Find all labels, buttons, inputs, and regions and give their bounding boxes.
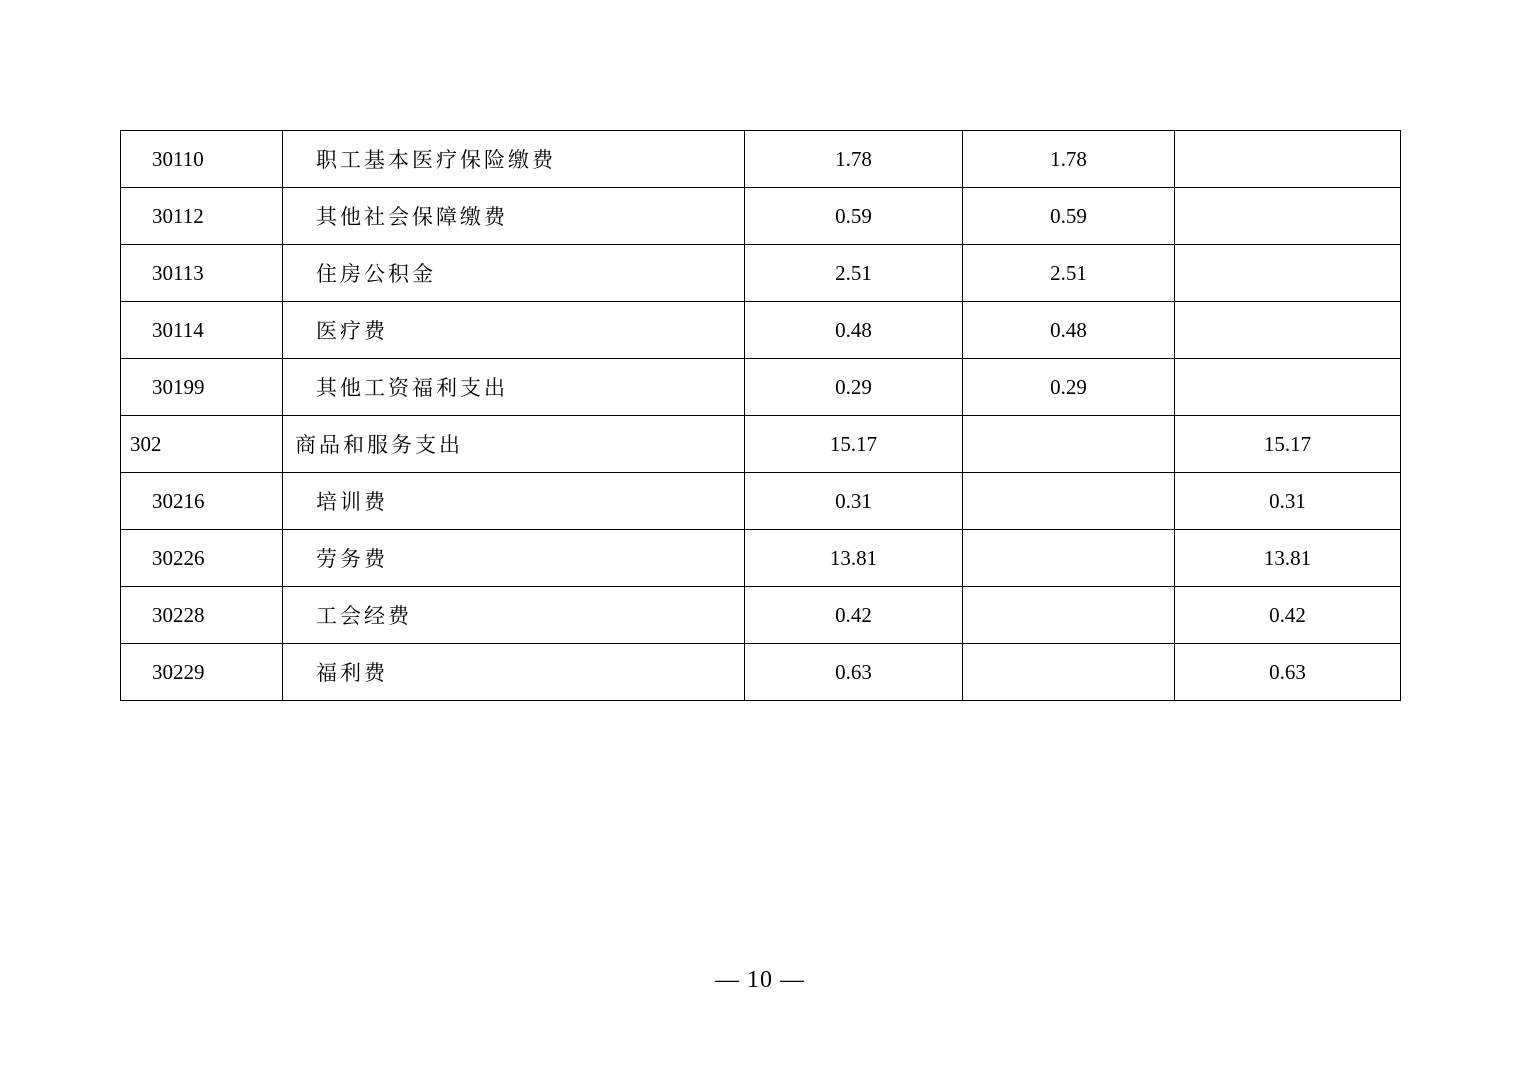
row-project (1175, 188, 1401, 245)
row-total: 1.78 (745, 131, 963, 188)
row-project: 0.42 (1175, 587, 1401, 644)
table-row (121, 131, 1401, 188)
row-project: 15.17 (1175, 416, 1401, 473)
row-basic: 0.29 (963, 359, 1175, 416)
row-code: 30228 (121, 587, 283, 644)
row-code: 30199 (121, 359, 283, 416)
table-row (121, 245, 1401, 302)
row-project: 13.81 (1175, 530, 1401, 587)
row-project (1175, 245, 1401, 302)
table-body (121, 131, 1401, 701)
row-code: 30112 (121, 188, 283, 245)
row-basic: 0.48 (963, 302, 1175, 359)
row-total: 0.42 (745, 587, 963, 644)
row-basic: 0.59 (963, 188, 1175, 245)
row-total: 0.63 (745, 644, 963, 701)
row-name: 其他工资福利支出 (283, 359, 745, 416)
row-basic: 2.51 (963, 245, 1175, 302)
table-row (121, 359, 1401, 416)
table-row (121, 188, 1401, 245)
row-total: 0.31 (745, 473, 963, 530)
row-project: 0.63 (1175, 644, 1401, 701)
row-code: 30114 (121, 302, 283, 359)
row-name: 职工基本医疗保险缴费 (283, 131, 745, 188)
row-total: 0.48 (745, 302, 963, 359)
row-total: 13.81 (745, 530, 963, 587)
row-basic (963, 473, 1175, 530)
row-project (1175, 302, 1401, 359)
row-project (1175, 131, 1401, 188)
row-name: 福利费 (283, 644, 745, 701)
row-code: 302 (121, 416, 283, 473)
row-total: 15.17 (745, 416, 963, 473)
row-basic: 1.78 (963, 131, 1175, 188)
row-basic (963, 416, 1175, 473)
row-name: 劳务费 (283, 530, 745, 587)
table-row (121, 530, 1401, 587)
row-name: 商品和服务支出 (283, 416, 745, 473)
table-row (121, 473, 1401, 530)
row-total: 0.59 (745, 188, 963, 245)
table-row (121, 302, 1401, 359)
row-code: 30216 (121, 473, 283, 530)
row-code: 30113 (121, 245, 283, 302)
row-name: 工会经费 (283, 587, 745, 644)
row-name: 培训费 (283, 473, 745, 530)
row-basic (963, 644, 1175, 701)
row-basic (963, 587, 1175, 644)
row-total: 2.51 (745, 245, 963, 302)
row-project (1175, 359, 1401, 416)
row-total: 0.29 (745, 359, 963, 416)
row-code: 30226 (121, 530, 283, 587)
row-name: 住房公积金 (283, 245, 745, 302)
row-name: 其他社会保障缴费 (283, 188, 745, 245)
row-project: 0.31 (1175, 473, 1401, 530)
row-basic (963, 530, 1175, 587)
table-row (121, 644, 1401, 701)
row-code: 30229 (121, 644, 283, 701)
expenditure-table (120, 130, 1401, 701)
row-code: 30110 (121, 131, 283, 188)
table-row (121, 587, 1401, 644)
table-row (121, 416, 1401, 473)
page-number: — 10 — (715, 967, 805, 993)
row-name: 医疗费 (283, 302, 745, 359)
